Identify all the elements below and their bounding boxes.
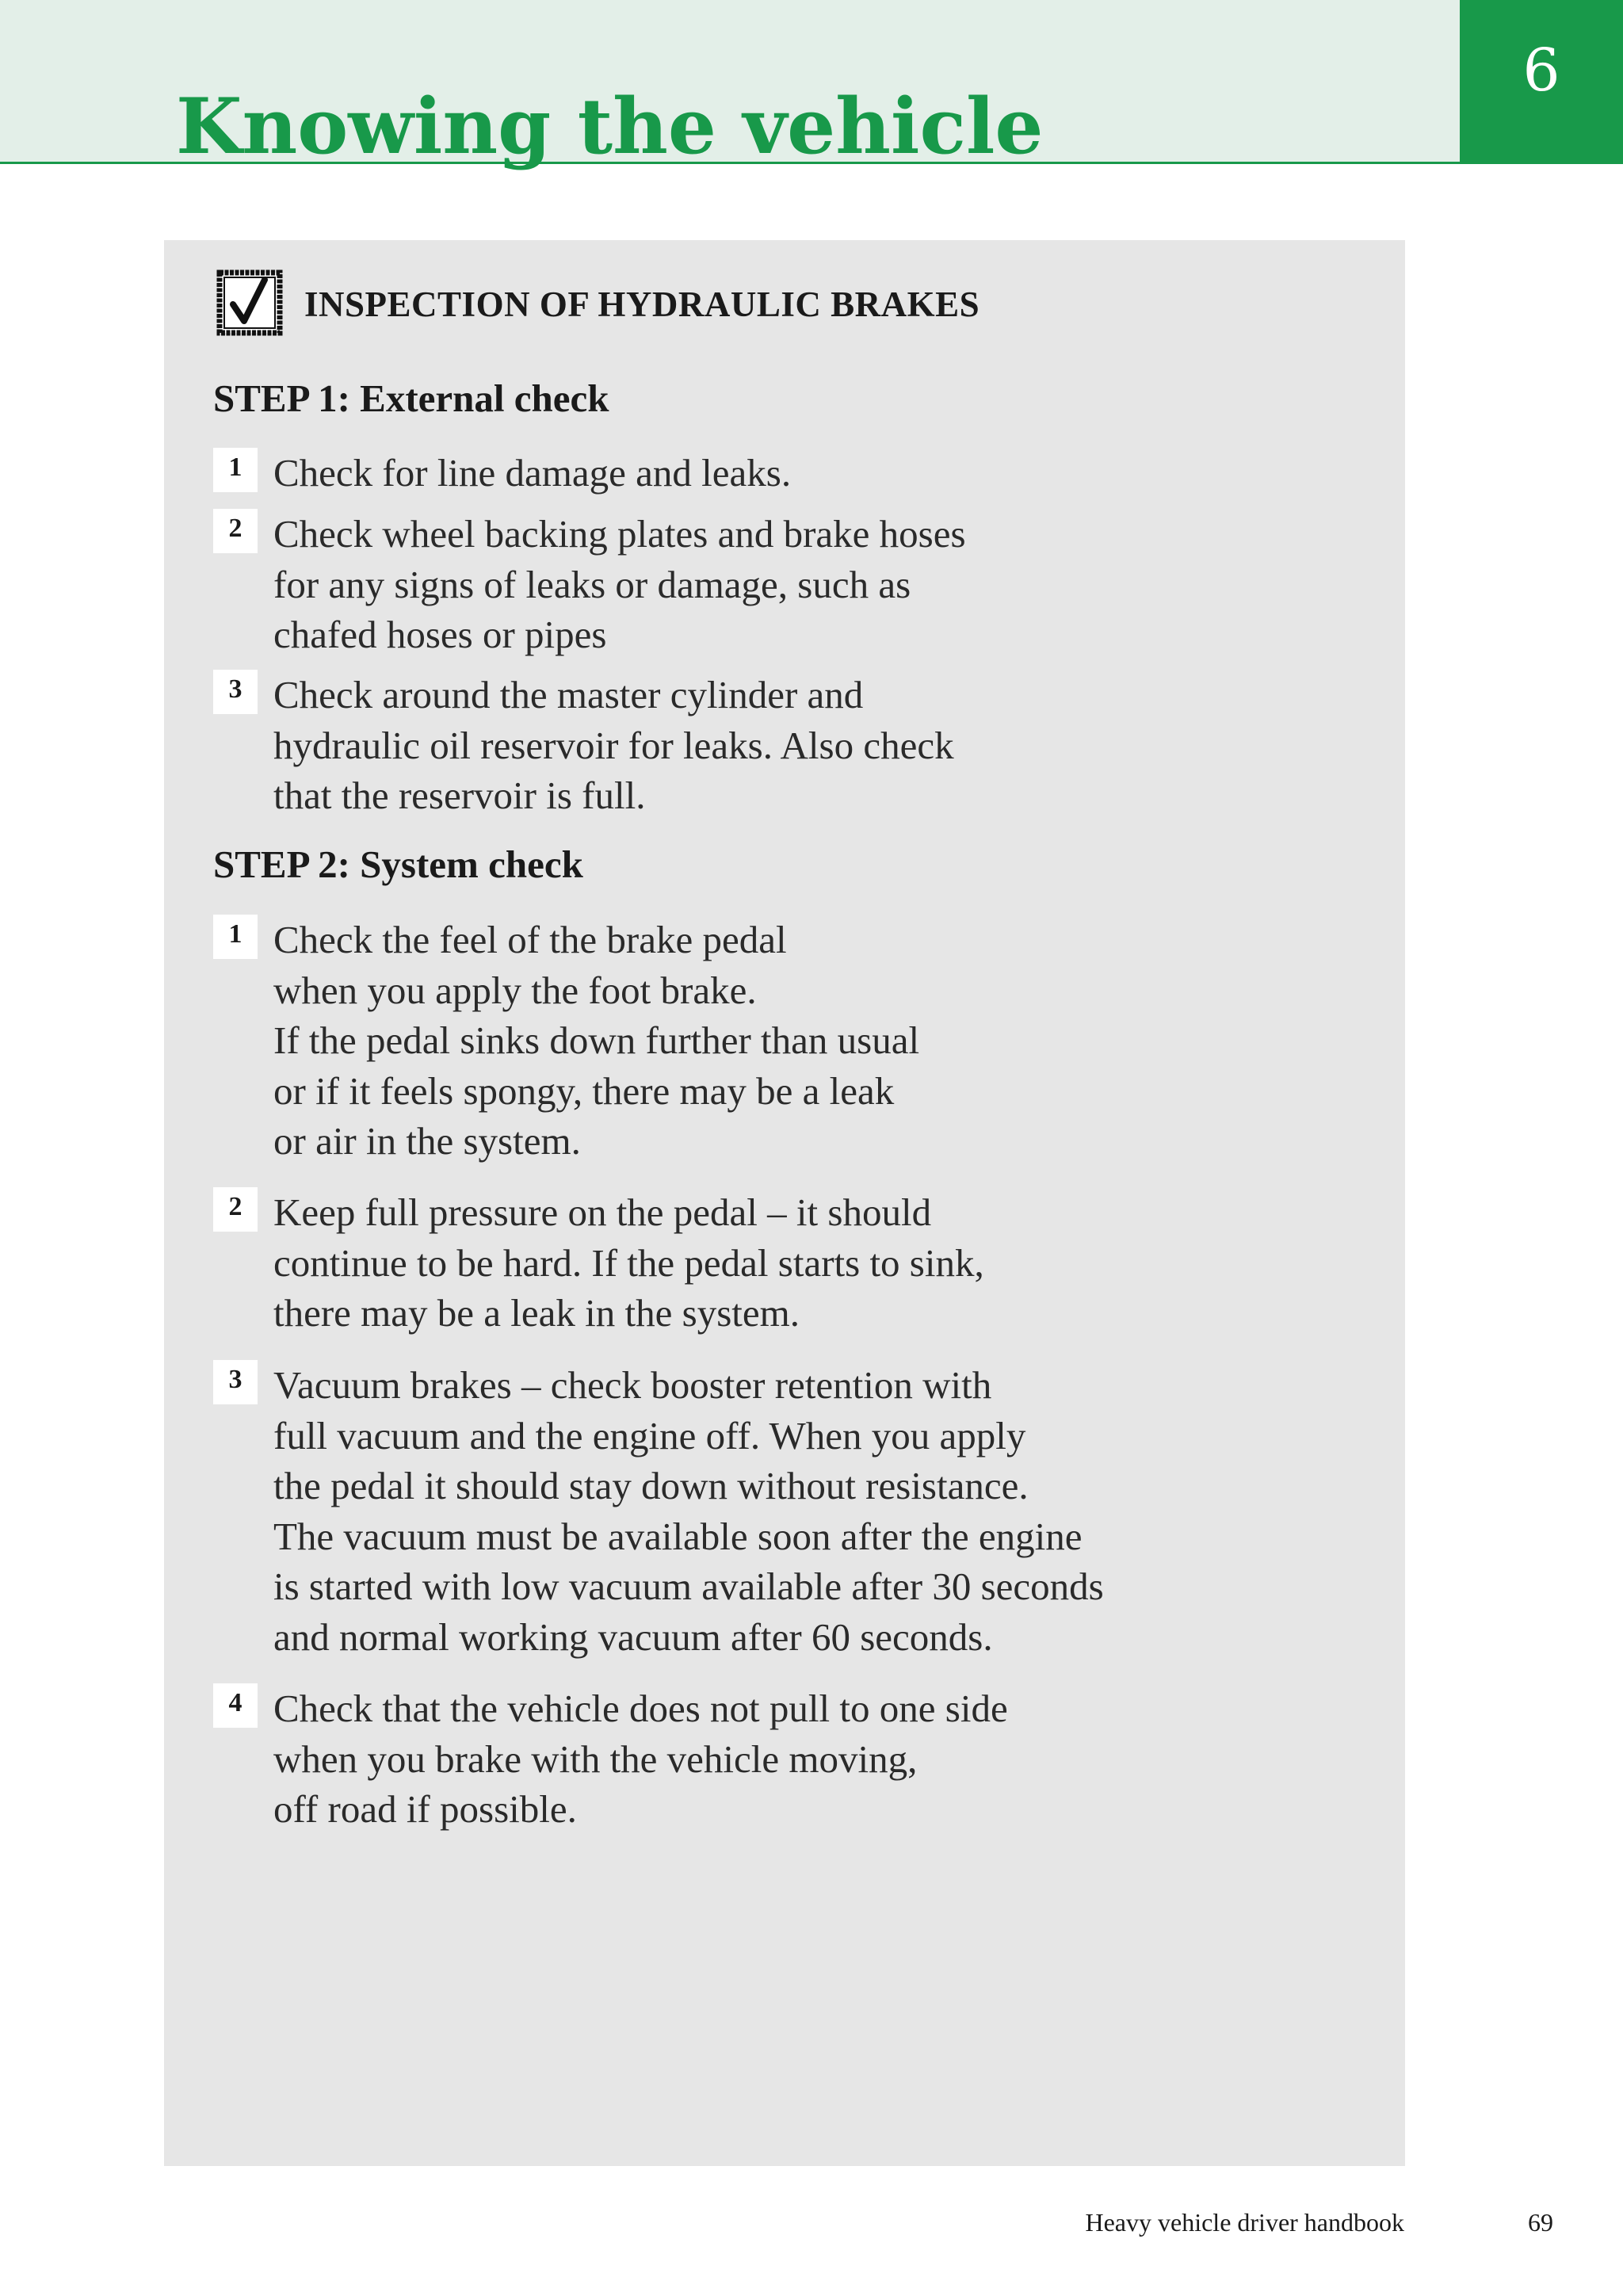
footer-page-number: 69 bbox=[1528, 2208, 1553, 2237]
checkmark-box-icon bbox=[216, 269, 284, 337]
item-number-badge: 2 bbox=[213, 1187, 258, 1232]
item-number-badge: 1 bbox=[213, 448, 258, 492]
step2-heading: STEP 2: System check bbox=[213, 842, 583, 886]
item-number-badge: 4 bbox=[213, 1683, 258, 1728]
item-number-badge: 3 bbox=[213, 1360, 258, 1404]
item-text: Check wheel backing plates and brake hoses for any signs of leaks or damage, such as chafed hoses or pipes bbox=[273, 512, 966, 656]
item-text: Check for line damage and leaks. bbox=[273, 451, 792, 495]
item-number-badge: 3 bbox=[213, 670, 258, 714]
item-number-badge: 1 bbox=[213, 915, 258, 959]
item-text: Vacuum brakes – check booster retention with full vacuum and the engine off. When you apply the pedal it should stay down without resistance. The vacuum must be available soon after the engine is started with low vacuum available after 30 seconds and normal working vacuum after 60 seconds. bbox=[273, 1363, 1104, 1659]
chapter-tab bbox=[1460, 0, 1623, 164]
item-number-badge: 2 bbox=[213, 509, 258, 553]
item-text: Check the feel of the brake pedal when you apply the foot brake. If the pedal sinks down further than usual or if it feels spongy, there may be a leak or air in the system. bbox=[273, 918, 920, 1163]
item-text: Keep full pressure on the pedal – it should continue to be hard. If the pedal starts to sink, there may be a leak in the system. bbox=[273, 1190, 984, 1335]
item-text: Check around the master cylinder and hydraulic oil reservoir for leaks. Also check that the reservoir is full. bbox=[273, 673, 954, 817]
chapter-number: 6 bbox=[1522, 36, 1560, 105]
step1-heading: STEP 1: External check bbox=[213, 376, 609, 420]
inspection-panel bbox=[164, 240, 1405, 2166]
footer-book-title: Heavy vehicle driver handbook bbox=[1085, 2208, 1404, 2237]
item-text: Check that the vehicle does not pull to one side when you brake with the vehicle moving, off road if possible. bbox=[273, 1687, 1008, 1831]
section-title: INSPECTION OF HYDRAULIC BRAKES bbox=[304, 285, 980, 324]
page-title: Knowing the vehicle bbox=[176, 82, 1044, 171]
